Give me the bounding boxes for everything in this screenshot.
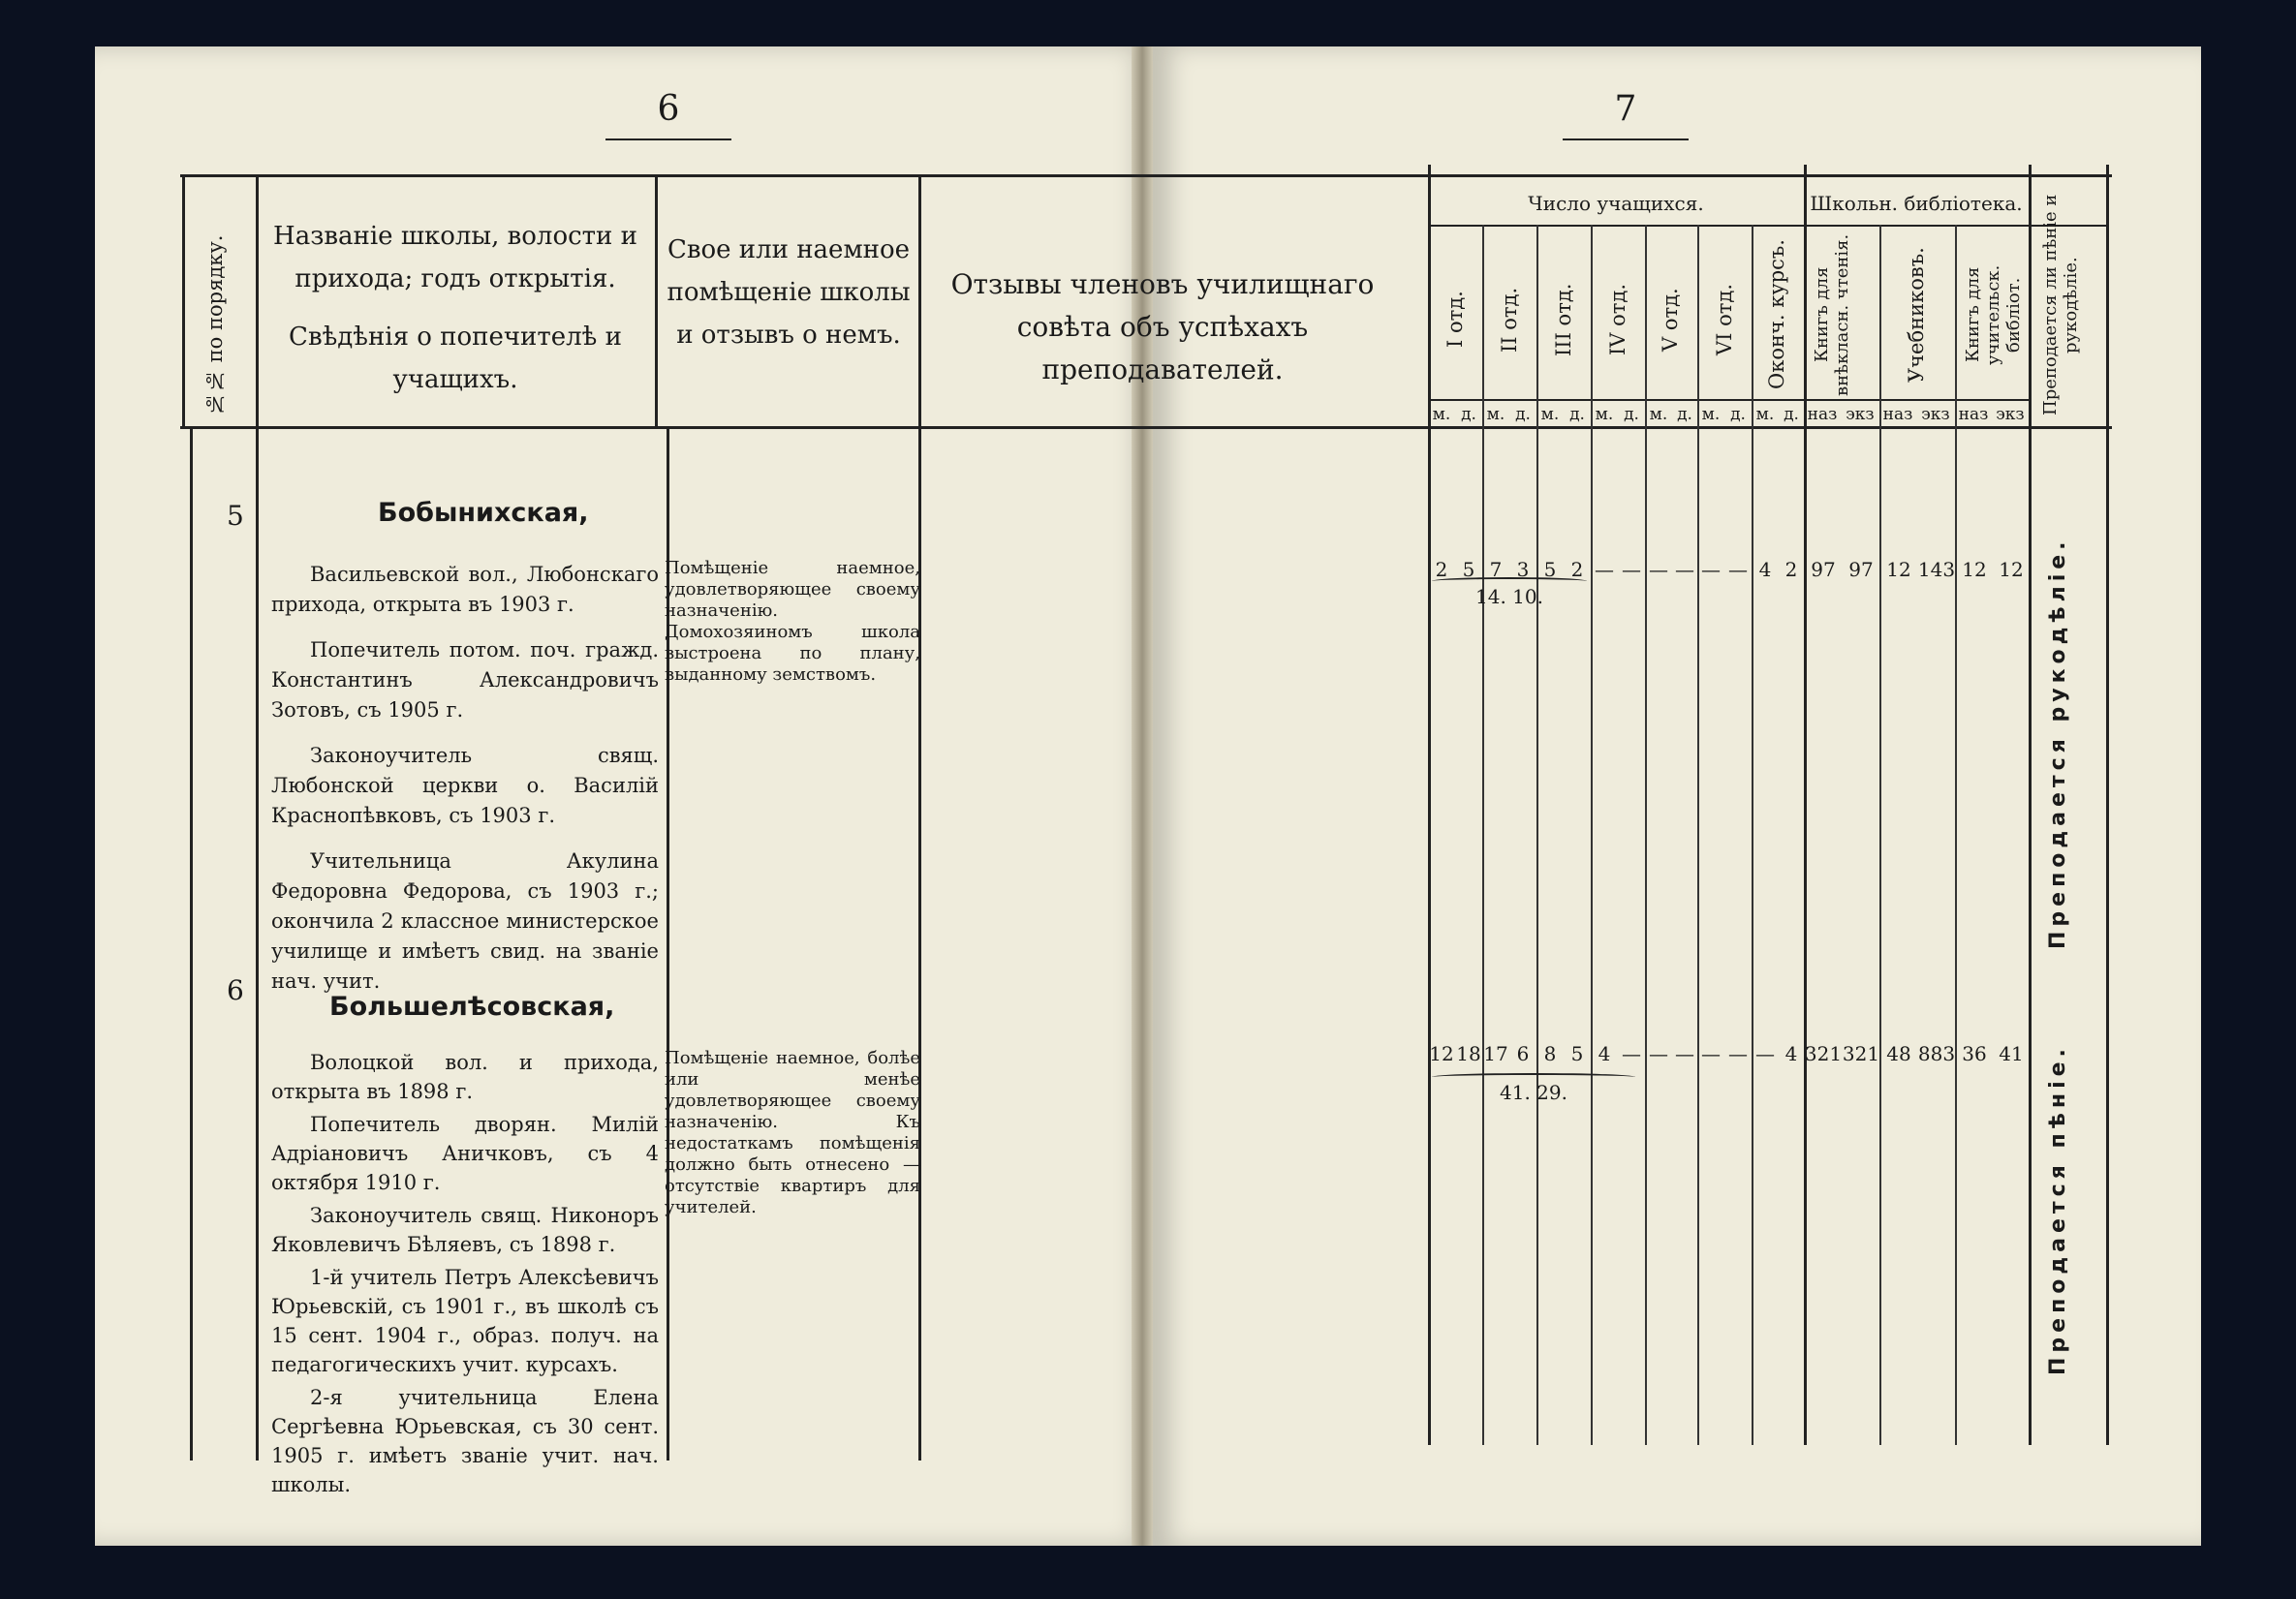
pupil-count: 4 [1784, 1042, 1798, 1065]
md-label: д. [1624, 405, 1639, 424]
pupil-count: 8 [1543, 1042, 1557, 1065]
premises-text: Помѣщеніе наемное, болѣе или менѣе удовлетворяющее своему назначенію. Къ недостаткамъ помѣщенія должно быть отнесено — отсутствіе квартиръ для учителей. [665, 1048, 920, 1217]
pupil-count: 17 [1483, 1042, 1508, 1065]
pupil-count: 7 [1489, 558, 1503, 581]
md-label: д. [1515, 405, 1531, 424]
pupil-count: — [1622, 558, 1641, 581]
pupil-count: 4 [1758, 558, 1772, 581]
library-count: 321 [1804, 1042, 1843, 1065]
premises-text: Помѣщеніе наемное, удовлетворяющее своему назначенію. Домохозяиномъ школа выстроена по плану, выданному земствомъ. [665, 558, 920, 685]
pupil-count: — [1728, 1042, 1748, 1065]
md-label: м. [1595, 405, 1614, 424]
library-count: 97 [1811, 558, 1836, 581]
library-count: 41 [1999, 1042, 2024, 1065]
pupil-count: 5 [1462, 558, 1475, 581]
library-count: 143 [1917, 558, 1956, 581]
library-count: 97 [1848, 558, 1874, 581]
pupil-count: — [1675, 558, 1694, 581]
library-sublabel: наз [1882, 405, 1913, 424]
school-name: Большелѣсовская, [329, 992, 615, 1022]
pupil-count: 5 [1543, 558, 1557, 581]
md-label: м. [1649, 405, 1668, 424]
pupil-count: — [1649, 558, 1668, 581]
library-count: 12 [1962, 558, 1987, 581]
library-sublabel: наз [1958, 405, 1989, 424]
pupil-count: 5 [1570, 1042, 1584, 1065]
md-label: д. [1569, 405, 1585, 424]
library-count: 883 [1917, 1042, 1956, 1065]
library-count: 321 [1842, 1042, 1880, 1065]
singing-rukodelie: Преподается рукодѣліе. [2046, 537, 2070, 949]
pupil-count: 4 [1598, 1042, 1611, 1065]
md-label: м. [1755, 405, 1775, 424]
md-label: д. [1461, 405, 1476, 424]
school-name: Бобынихская, [378, 498, 589, 528]
header-class-6: VI отд. [1713, 284, 1736, 356]
library-count: 12 [1999, 558, 2024, 581]
pupil-count: — [1649, 1042, 1668, 1065]
singing-penie: Преподается пѣніе. [2046, 1044, 2070, 1375]
pupil-count: 2 [1784, 558, 1798, 581]
library-sublabel: наз [1807, 405, 1838, 424]
header-bottom-rule [180, 426, 2112, 429]
header-class-5: V отд. [1659, 288, 1682, 352]
pupil-count: 2 [1570, 558, 1584, 581]
pupil-count: 3 [1516, 558, 1530, 581]
school-info: Волоцкой вол. и прихода, открыта въ 1898 г. Попечитель дворян. Милій Адріановичъ Аничковъ, съ 4 октября 1910 г. Законоучитель свящ. Никоноръ Яковлевичъ Бѣляевъ, съ 1898 г. 1-й учитель Петръ Алексѣевичъ Юрьевскій, съ 1901 г., въ школѣ съ 15 сент. 1904 г., образ. получ. на педагогическихъ учит. курсахъ. 2-я учительница Елена Сергѣевна Юрьевская, съ 30 сент. 1905 г. имѣетъ званіе учит. нач. школы. [271, 1051, 659, 1496]
header-number: №№ по порядку. [203, 234, 227, 416]
totals-row-6: 41. 29. [1432, 1073, 1635, 1104]
pupil-count: 12 [1429, 1042, 1454, 1065]
row-number: 6 [227, 974, 244, 1006]
pupil-count: — [1701, 1042, 1721, 1065]
pupil-count: — [1595, 558, 1614, 581]
pupil-count: 6 [1516, 1042, 1530, 1065]
library-sublabel: экз [1996, 405, 2025, 424]
md-label: д. [1677, 405, 1692, 424]
library-count: 48 [1886, 1042, 1911, 1065]
header-library-group: Школьн. библіотека. [1810, 192, 2023, 215]
header-library-teacher: Книгъ для учительск. библіот. [1963, 264, 2024, 365]
table-top-rule [180, 174, 2112, 177]
header-pupils-group: Число учащихся. [1528, 192, 1704, 215]
header-class-2: II отд. [1498, 287, 1521, 353]
left-page-number: 6 [601, 89, 736, 140]
pupil-count: — [1701, 558, 1721, 581]
header-class-4: IV отд. [1606, 284, 1629, 356]
header-school: Названіе школы, волости и прихода; годъ открытія. [273, 222, 637, 293]
header-school-info: Свѣдѣнія о попечителѣ и учащихъ. [289, 323, 622, 394]
header-class-1: I отд. [1443, 291, 1467, 349]
library-count: 36 [1962, 1042, 1987, 1065]
md-label: д. [1784, 405, 1799, 424]
totals-row-5: 14. 10. [1432, 577, 1587, 608]
header-reviews: Отзывы членовъ училищнаго совѣта объ успѣхахъ преподавателей. [950, 268, 1375, 385]
header-premises: Свое или наемное помѣщеніе школы и отзывъ о немъ. [667, 235, 911, 350]
pupil-count: 2 [1435, 558, 1448, 581]
right-page-number: 7 [1558, 89, 1693, 140]
library-sublabel: экз [1921, 405, 1950, 424]
md-label: м. [1701, 405, 1721, 424]
library-sublabel: экз [1846, 405, 1875, 424]
md-label: д. [1730, 405, 1746, 424]
md-label: м. [1432, 405, 1451, 424]
school-info: Васильевской вол., Любонскаго прихода, открыта въ 1903 г. Попечитель потом. поч. гражд. Константинъ Александровичъ Зотовъ, съ 1905 г. Законоучитель свящ. Любонской церкви о. Василій Краснопѣвковъ, съ 1903 г. Учительница Акулина Федоровна Федорова, съ 1903 г.; окончила 2 классное министерское училище и имѣетъ свид. на званіе нач. учит. [271, 563, 659, 993]
md-label: м. [1540, 405, 1560, 424]
row-number: 5 [227, 500, 244, 532]
md-label: м. [1486, 405, 1505, 424]
library-count: 12 [1886, 558, 1911, 581]
header-class-3: III отд. [1552, 283, 1575, 356]
header-singing: Преподается ли пѣніе и рукодѣліе. [2040, 194, 2081, 416]
header-graduated: Оконч. курсъ. [1765, 239, 1788, 390]
pupil-count: — [1728, 558, 1748, 581]
pupil-count: — [1755, 1042, 1775, 1065]
header-library-books: Книгъ для внѣкласн. чтенія. [1812, 233, 1852, 396]
pupil-count: 18 [1456, 1042, 1481, 1065]
pupil-count: — [1622, 1042, 1641, 1065]
header-library-textbooks: Учебниковъ. [1905, 247, 1928, 383]
pupil-count: — [1675, 1042, 1694, 1065]
